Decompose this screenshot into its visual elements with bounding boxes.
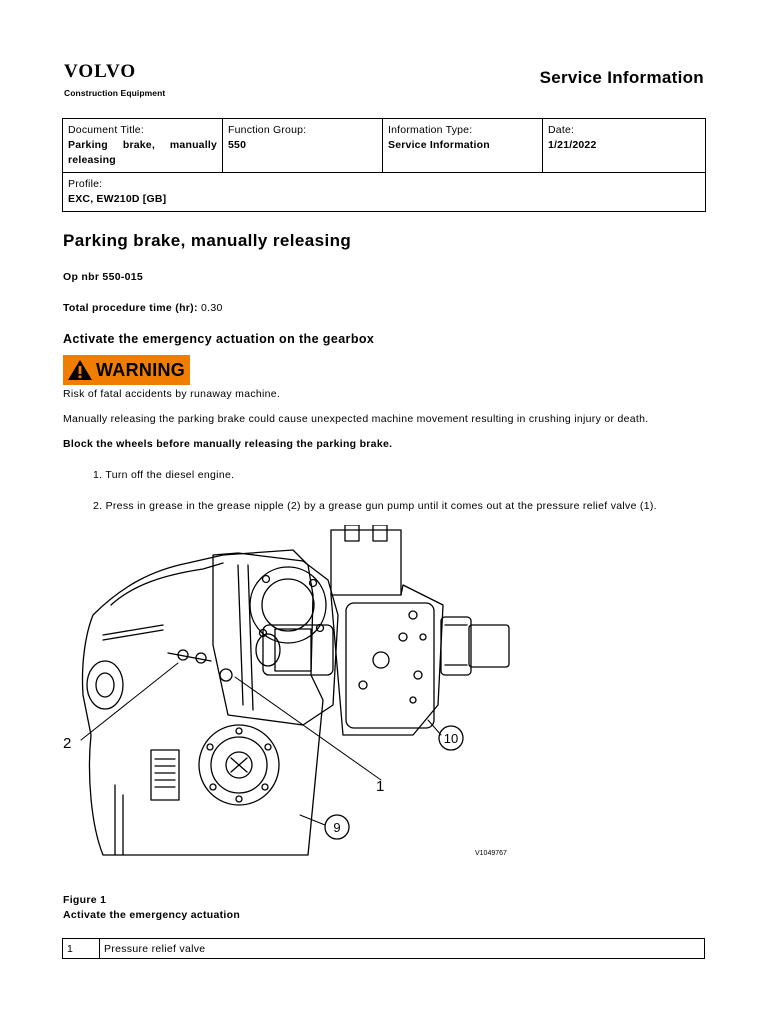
procedure-step-2: 2. Press in grease in the grease nipple (2) by a grease gun pump until it comes out at the pressure relief valve (1). <box>93 500 657 512</box>
figure-caption-number: Figure 1 <box>63 894 107 906</box>
profile-value: EXC, EW210D [GB] <box>68 193 167 205</box>
figure-caption-title: Activate the emergency actuation <box>63 909 241 921</box>
information-type-cell <box>383 119 543 173</box>
information-type-value: Service Information <box>388 139 490 151</box>
valve-cylinder <box>263 625 333 675</box>
operation-number: Op nbr 550-015 <box>63 271 144 283</box>
legend-row <box>63 939 705 959</box>
callout-9: 9 <box>333 820 341 835</box>
legend-label: Pressure relief valve <box>100 939 705 959</box>
logo-subtitle: Construction Equipment <box>64 88 166 98</box>
control-valve <box>346 603 434 728</box>
warning-paragraph-2: Manually releasing the parking brake could cause unexpected machine movement resulting in crushing injury or death. <box>63 413 649 425</box>
pressure-relief-valve <box>220 669 232 681</box>
procedure-time-label: Total procedure time (hr): <box>63 302 198 314</box>
section-heading: Activate the emergency actuation on the gearbox <box>63 332 375 346</box>
document-title-cell <box>63 119 223 173</box>
legend-number: 1 <box>63 939 100 959</box>
solenoid <box>441 617 471 675</box>
date-label: Date: <box>548 124 575 136</box>
function-group-label: Function Group: <box>228 124 307 136</box>
profile-label: Profile: <box>68 178 103 190</box>
figure-legend-table <box>62 938 705 959</box>
procedure-time-value: 0.30 <box>201 302 223 314</box>
service-information-header: Service Information <box>539 68 704 87</box>
information-type-label: Information Type: <box>388 124 473 136</box>
volvo-logo <box>64 62 165 98</box>
function-group-value: 550 <box>228 139 247 151</box>
document-meta-table <box>62 118 706 212</box>
figure-code: V1049767 <box>475 850 507 857</box>
warning-instruction: Block the wheels before manually releasing the parking brake. <box>63 438 393 450</box>
callout-1: 1 <box>376 778 385 795</box>
logo-wordmark: VOLVO <box>64 61 137 82</box>
valve-block-top <box>331 530 401 595</box>
housing-mounting-lug <box>87 661 123 709</box>
gearbox-housing <box>82 550 323 855</box>
profile-cell <box>63 173 706 212</box>
document-title-label: Document Title: <box>68 124 144 136</box>
warning-triangle-icon <box>67 359 93 381</box>
warning-paragraph-1: Risk of fatal accidents by runaway machine. <box>63 388 281 400</box>
gearbox-illustration <box>63 525 513 863</box>
page-title: Parking brake, manually releasing <box>63 231 352 250</box>
warning-banner <box>63 355 190 385</box>
date-cell <box>543 119 706 173</box>
warning-label: WARNING <box>96 359 186 380</box>
document-title-value: Parking brake, manually releasing <box>68 139 217 166</box>
callout-2: 2 <box>63 735 72 752</box>
nameplate <box>151 750 179 800</box>
procedure-time <box>63 302 223 314</box>
function-group-cell <box>223 119 383 173</box>
date-value: 1/21/2022 <box>548 139 597 151</box>
callout-10: 10 <box>443 731 459 746</box>
procedure-step-1: 1. Turn off the diesel engine. <box>93 469 235 481</box>
